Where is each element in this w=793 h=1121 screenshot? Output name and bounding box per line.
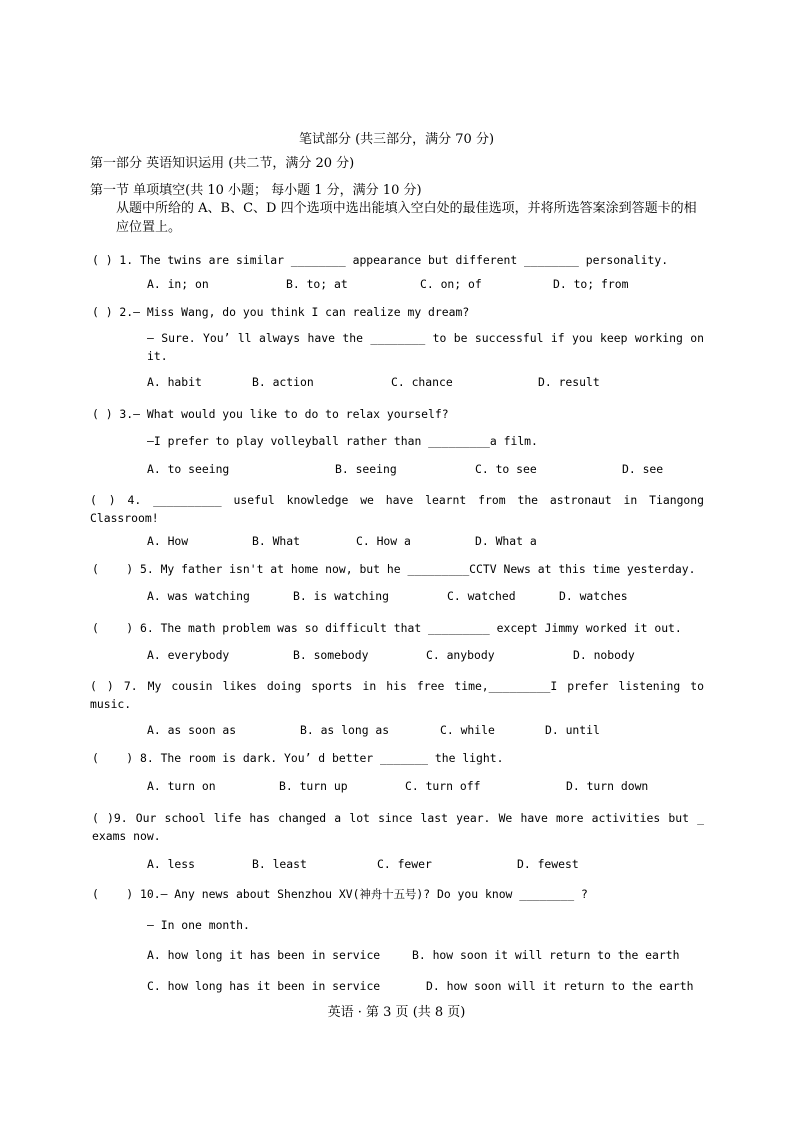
option-c: C. on; of [420,277,482,291]
page-title: 笔试部分 (共三部分，满分 70 分) [298,132,495,147]
question-8: ( ) 8. The room is dark. You’ d better _______ the light. [92,751,504,765]
option-a: A. was watching [147,589,250,603]
option-a: A. turn on [147,779,216,793]
instruction-text [90,199,704,237]
question-10: ( ) 10.— Any news about Shenzhou XV(神舟十五号)? Do you know ________ ? [92,887,588,901]
question-9 [92,809,704,845]
option-d: D. how soon will it return to the earth [426,979,694,993]
question-stem: ( )9. Our school life has changed a lot since last year. We have more activities but _ exams now. [92,811,704,843]
option-c: C. How a [356,534,411,548]
option-d: D. nobody [573,648,635,662]
option-b: B. to; at [286,277,348,291]
question-6: ( ) 6. The math problem was so difficult that _________ except Jimmy worked it out. [92,621,682,635]
option-d: D. turn down [566,779,649,793]
option-a: A. everybody [147,648,230,662]
option-b: B. seeing [335,462,397,476]
option-d: D. fewest [517,857,579,871]
option-b: B. is watching [293,589,390,603]
option-d: D. result [538,375,600,389]
option-c: C. watched [447,589,516,603]
question-stem: ( ) 7. My cousin likes doing sports in his free time,_________I prefer listening to music. [90,679,704,711]
question-7 [90,677,704,713]
option-c: C. fewer [377,857,432,871]
option-a: A. less [147,857,196,871]
option-b: B. how soon it will return to the earth [412,948,680,962]
option-c: C. turn off [405,779,481,793]
question-stem: ( ) 1. The twins are similar ________ appearance but different ________ personality. [92,253,669,267]
option-b: B. What [252,534,301,548]
part-heading: 第一部分 英语知识运用 (共二节，满分 20 分) [90,156,355,171]
option-c: C. how long has it been in service [147,979,381,993]
option-c: C. anybody [426,648,495,662]
option-d: D. until [545,723,600,737]
question-1 [92,251,704,269]
question-stem: ( ) 4. __________ useful knowledge we have learnt from the astronaut in Tiangong Classroom! [90,493,704,525]
question-5: ( ) 5. My father isn't at home now, but he _________CCTV News at this time yesterday. [92,562,696,576]
question-reply: —I prefer to play volleyball rather than _________a film. [147,434,538,448]
section-heading: 第一节 单项填空(共 10 小题； 每小题 1 分，满分 10 分) [90,183,422,198]
question-2-reply [147,329,704,365]
question-stem: ( ) 3.— What would you like to do to relax yourself? [92,407,449,421]
option-d: D. see [622,462,664,476]
option-a: A. habit [147,375,202,389]
option-d: D. to; from [553,277,629,291]
option-a: A. to seeing [147,462,230,476]
option-d: D. What a [475,534,537,548]
option-a: A. in; on [147,277,209,291]
option-a: A. How [147,534,189,548]
question-stem: ( ) 2.— Miss Wang, do you think I can realize my dream? [92,305,470,319]
question-4 [90,491,704,527]
option-a: A. how long it has been in service [147,948,381,962]
option-b: B. as long as [300,723,390,737]
question-reply: — Sure. You’ ll always have the ________ to be successful if you keep working on it. [147,331,704,363]
option-b: B. least [252,857,307,871]
option-b: B. action [252,375,314,389]
option-d: D. watches [559,589,628,603]
question-3 [92,405,704,423]
option-b: B. somebody [293,648,369,662]
option-b: B. turn up [279,779,348,793]
instruction-content: 从题中所给的 A、B、C、D 四个选项中选出能填入空白处的最佳选项，并将所选答案涂到答题卡的相应位置上。 [116,201,697,235]
option-c: C. while [440,723,495,737]
question-2 [92,303,704,321]
page-footer: 英语 · 第 3 页 (共 8 页) [327,1005,466,1020]
option-a: A. as soon as [147,723,237,737]
option-c: C. to see [475,462,537,476]
question-reply: — In one month. [147,918,250,932]
option-c: C. chance [391,375,453,389]
